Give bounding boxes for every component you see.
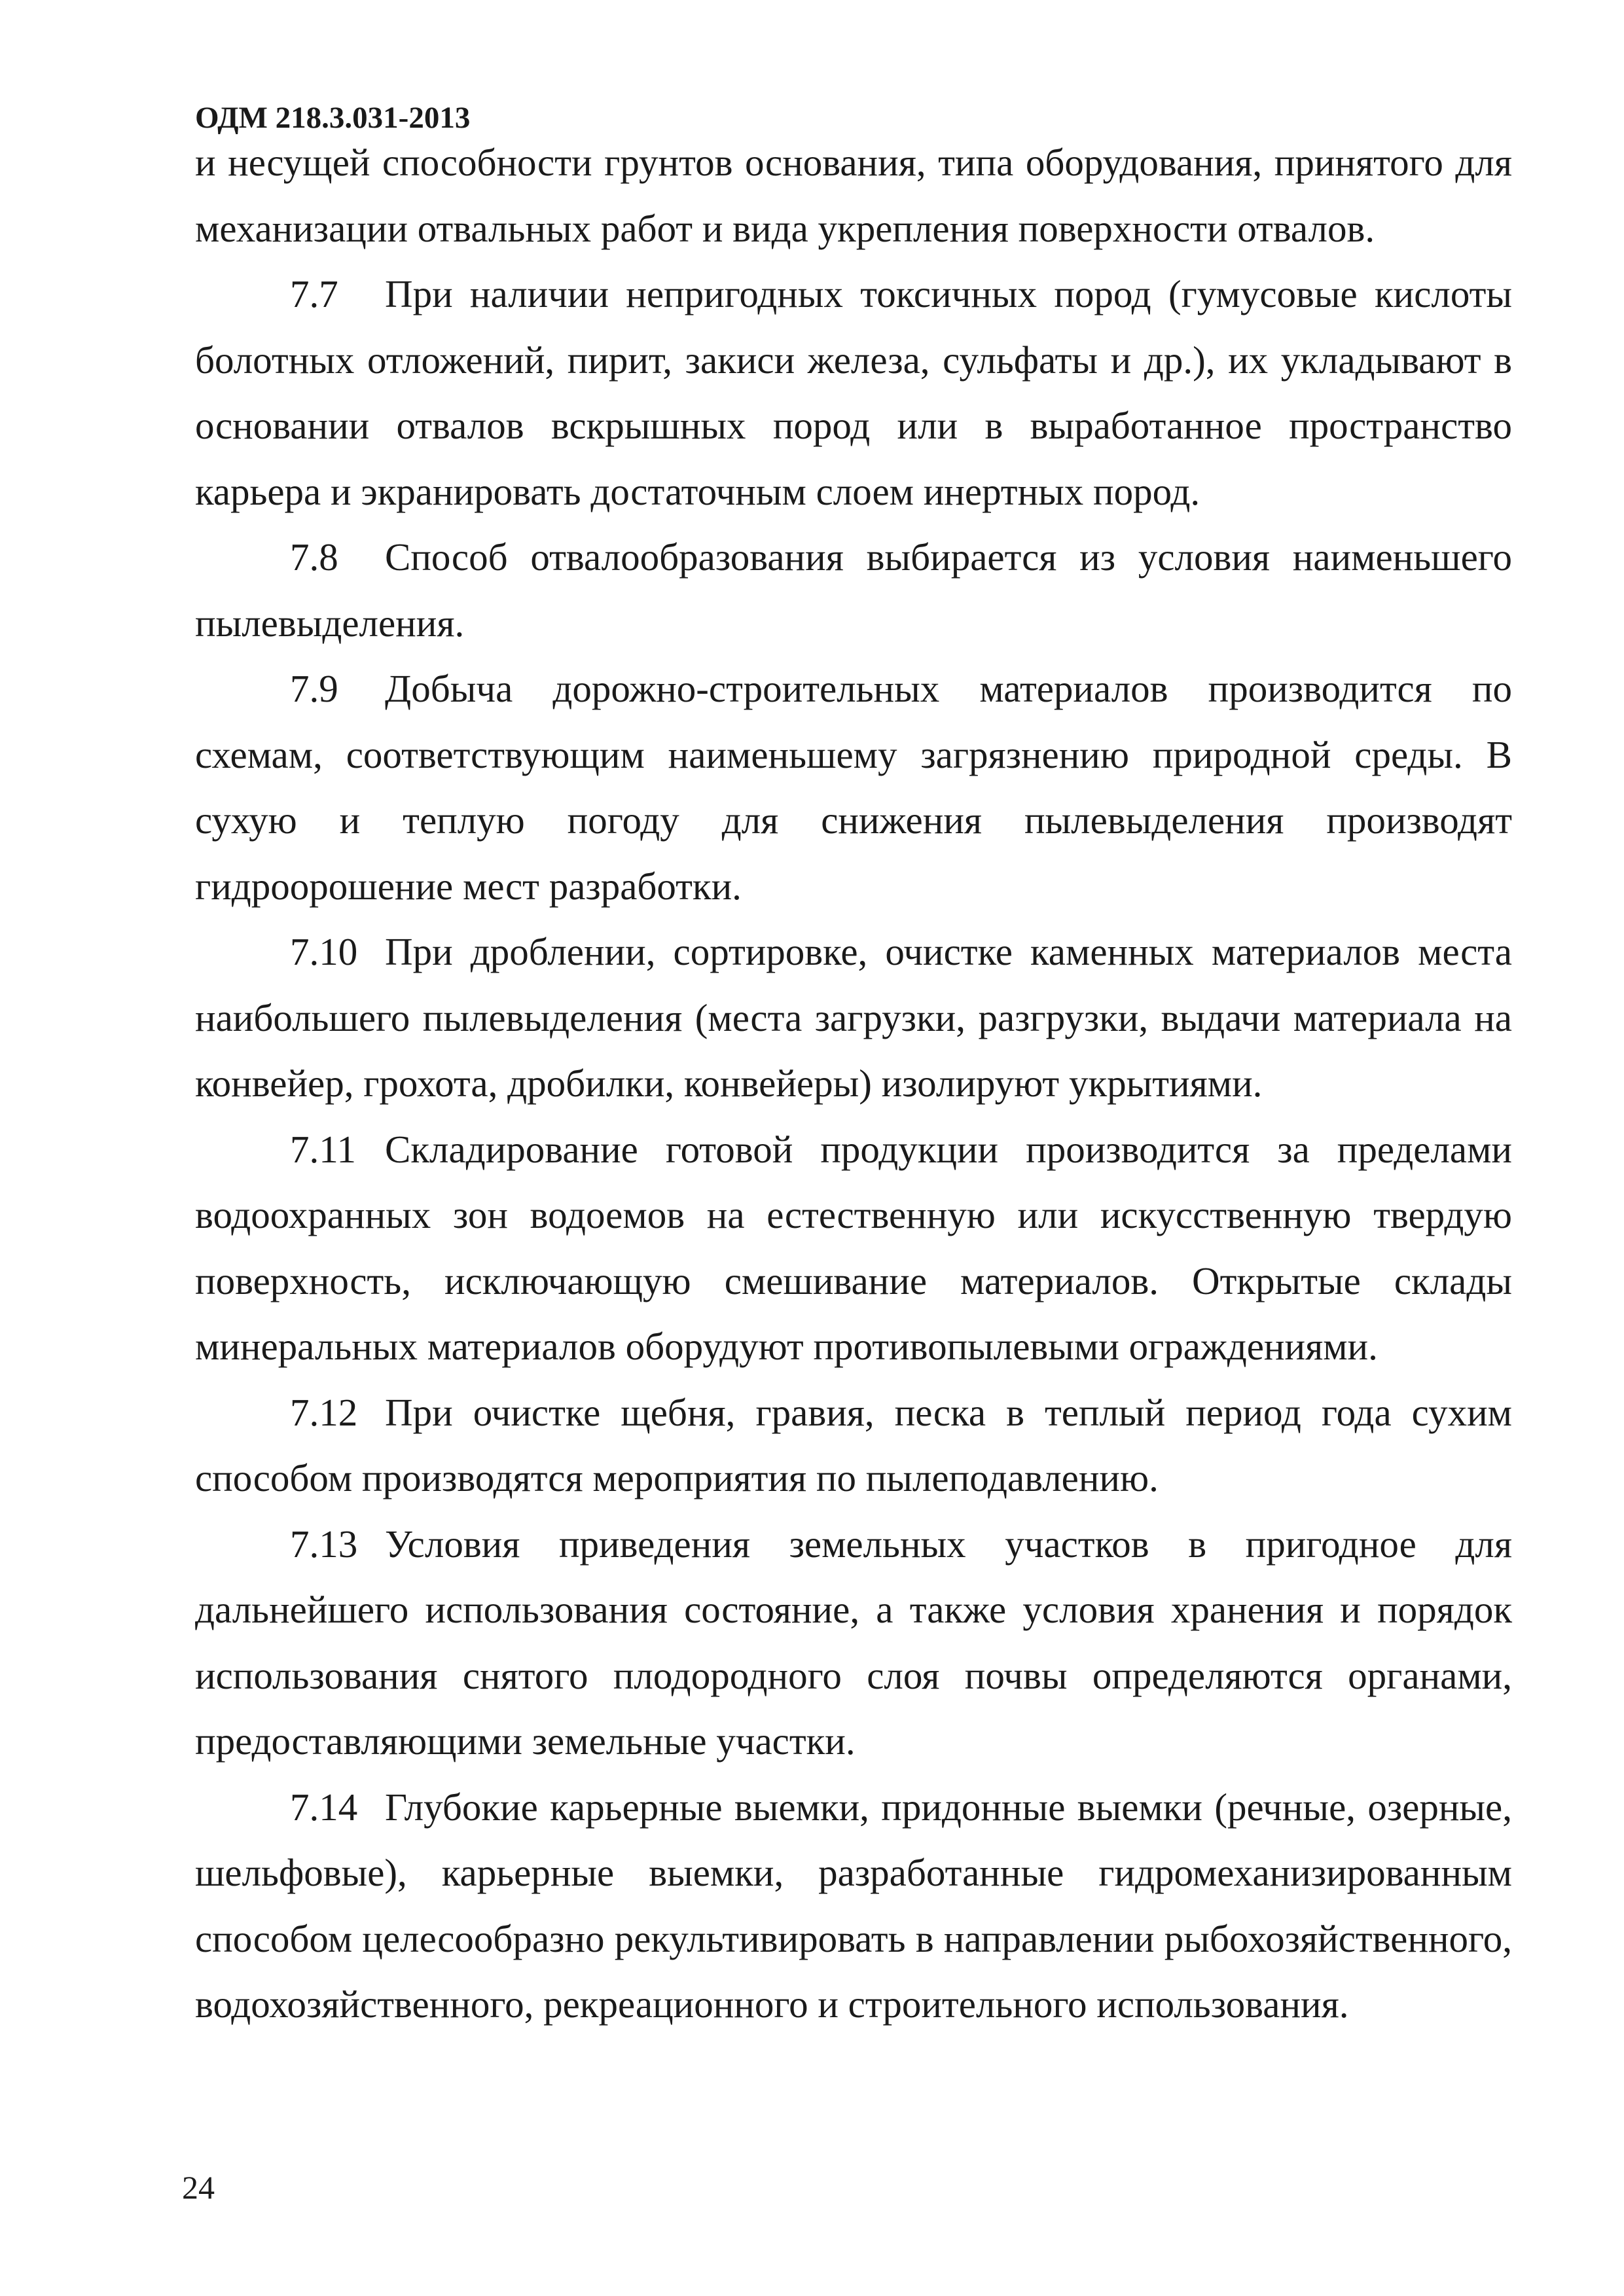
paragraph-text: Способ отвалообразования выбирается из условия наименьшего пылевыделения. bbox=[195, 535, 1512, 645]
paragraph-7-11 bbox=[195, 1117, 1512, 1380]
paragraph-7-9 bbox=[195, 656, 1512, 919]
page-number: 24 bbox=[182, 2169, 215, 2206]
paragraph-text: Глубокие карьерные выемки, придонные выемки (речные, озерные, шельфовые), карьерные выемки, разработанные гидромеханизированным способом целесообразно рекультивировать в направлении рыбохозяйственного, водохозяйственного, рекреационного и строительного использования. bbox=[195, 1785, 1512, 2026]
paragraph-text: Складирование готовой продукции производится за пределами водоохранных зон водоемов на естественную или искусственную твердую поверхность, исключающую смешивание материалов. Открытые склады минеральных материалов оборудуют противопылевыми ограждениями. bbox=[195, 1127, 1512, 1368]
paragraph-7-8 bbox=[195, 524, 1512, 656]
paragraph-number: 7.8 bbox=[290, 535, 338, 579]
paragraph-text: При наличии непригодных токсичных пород (гумусовые кислоты болотных отложений, пирит, закиси железа, сульфаты и др.), их укладывают в основании отвалов вскрышных пород или в выработанное пространство карьера и экранировать достаточным слоем инертных пород. bbox=[195, 272, 1512, 513]
paragraph-7-13 bbox=[195, 1511, 1512, 1774]
paragraph-number: 7.13 bbox=[290, 1522, 358, 1566]
paragraph-number: 7.12 bbox=[290, 1390, 358, 1434]
paragraph-7-14 bbox=[195, 1774, 1512, 2037]
document-code-header: ОДМ 218.3.031-2013 bbox=[195, 101, 471, 135]
paragraph-text: При дроблении, сортировке, очистке каменных материалов места наибольшего пылевыделения (места загрузки, разгрузки, выдачи материала на конвейер, грохота, дробилки, конвейеры) изолируют укрытиями. bbox=[195, 930, 1512, 1105]
paragraph-7-7 bbox=[195, 261, 1512, 524]
paragraph-text: При очистке щебня, гравия, песка в теплый период года сухим способом производятся мероприятия по пылеподавлению. bbox=[195, 1390, 1512, 1499]
paragraph-number: 7.14 bbox=[290, 1785, 358, 1829]
document-body bbox=[195, 130, 1512, 2037]
paragraph-number: 7.9 bbox=[290, 667, 338, 710]
paragraph-text: Добыча дорожно-строительных материалов производится по схемам, соответствующим наименьшему загрязнению природной среды. В сухую и теплую погоду для снижения пылевыделения производят гидроорошение мест разработки. bbox=[195, 667, 1512, 908]
paragraph-number: 7.10 bbox=[290, 930, 358, 973]
paragraph-text: Условия приведения земельных участков в пригодное для дальнейшего использования состояние, а также условия хранения и порядок использования снятого плодородного слоя почвы определяются органами, предоставляющими земельные участки. bbox=[195, 1522, 1512, 1763]
continuation-paragraph: и несущей способности грунтов основания, типа оборудования, принятого для механизации отвальных работ и вида укрепления поверхности отвалов. bbox=[195, 141, 1512, 250]
paragraph-7-12 bbox=[195, 1380, 1512, 1511]
paragraph-7-10 bbox=[195, 919, 1512, 1117]
paragraph-number: 7.7 bbox=[290, 272, 338, 315]
paragraph-number: 7.11 bbox=[290, 1127, 357, 1171]
